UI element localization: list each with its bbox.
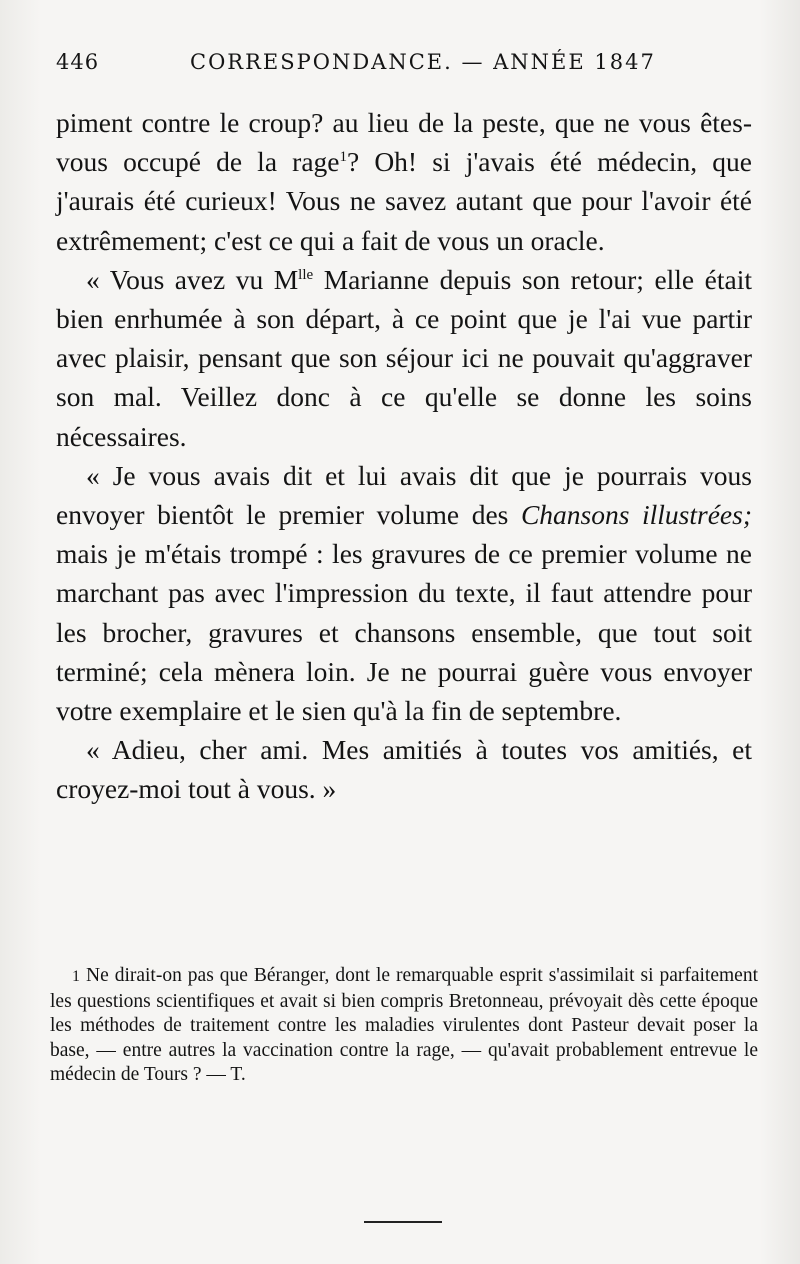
book-title: Chansons illustrées; [520, 499, 753, 531]
footnote-number: 1 [72, 968, 80, 985]
footnote-1 [50, 964, 758, 1088]
title-abbreviation: lle [298, 266, 314, 283]
page-number: 446 [56, 50, 100, 74]
running-title: CORRESPONDANCE. — ANNÉE 1847 [190, 50, 656, 74]
paragraph-1: piment contre le croup? au lieu de la peste, que ne vous êtes-vous occupé de la rage$^1$? Oh! si j'avais été médecin, que j'aurais été curieux! Vous ne savez autant que pour l'avoir été extrêmement; c'est ce qui a fait de vous un oracle. [56, 107, 752, 256]
footnotes [50, 964, 758, 1088]
page-header [56, 50, 752, 78]
paragraph-2: « Vous avez vu $M^{lle}$ Marianne depuis son retour; elle était bien enrhumée à son départ, à ce point que je l'ai vue partir avec plaisir, pensant que son séjour ici ne pouvait qu'aggraver son mal. Veillez donc à ce qu'elle se donne les soins nécessaires. [56, 263, 752, 452]
letter-body [56, 103, 752, 809]
footnote-text: Ne dirait-on pas que Béranger, dont le remarquable esprit s'assimilait si parfaitement les questions scientifiques et avait si bien compris Bretonneau, prévoyait dès cette époque les méthodes de traitement contre les maladies virulentes dont Pasteur devait poser la base, — entre autres la vaccination contre la rage, — qu'avait probablement entrevue le médecin de Tours ? — T. [50, 965, 758, 1086]
footnote-reference[interactable]: 1 [339, 149, 347, 166]
paragraph-4: « Adieu, cher ami. Mes amitiés à toutes vos amitiés, et croyez-moi tout à vous. » [56, 734, 752, 805]
bottom-rule [364, 1221, 442, 1223]
paragraph-3: « Je vous avais dit et lui avais dit que je pourrais vous envoyer bientôt le premier volume des Chansons illustrées; mais je m'étais trompé : les gravures de ce premier volume ne marchant pas avec l'impression du texte, il faut attendre pour les brocher, gravures et chansons ensemble, que tout soit terminé; cela mènera loin. Je ne pourrai guère vous envoyer votre exemplaire et le sien qu'à la fin de septembre. [56, 459, 753, 727]
